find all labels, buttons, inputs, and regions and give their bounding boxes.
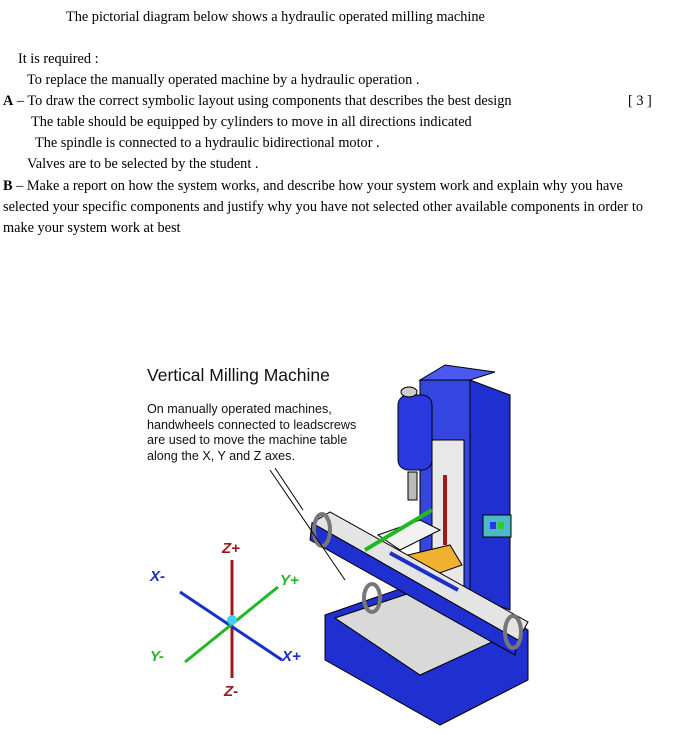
part-a-text: – To draw the correct symbolic layout using components that describes the best design (13, 93, 512, 109)
part-b-label: B (3, 178, 13, 194)
diagram-description: along the X, Y and Z axes. (147, 449, 295, 463)
control-button (490, 522, 496, 529)
z-plus-label: Z+ (222, 540, 240, 557)
cutter (408, 472, 417, 500)
diagram-description: are used to move the machine table (147, 433, 348, 447)
machine-column (470, 380, 510, 610)
x-minus-label: X- (150, 568, 165, 585)
y-plus-label: Y+ (280, 572, 299, 589)
column-top (420, 365, 495, 380)
axes-origin (227, 615, 237, 625)
objective-text: To replace the manually operated machine by a hydraulic operation . (27, 72, 420, 88)
part-a-marks: [ 3 ] (628, 93, 652, 109)
spindle-cap (401, 387, 417, 397)
part-a-point: Valves are to be selected by the student . (27, 156, 259, 172)
part-a-point: The table should be equipped by cylinders to move in all directions indicated (31, 114, 472, 130)
control-box (483, 515, 511, 537)
diagram-description: On manually operated machines, (147, 402, 332, 416)
diagram-title: Vertical Milling Machine (147, 365, 330, 385)
part-b-text: selected your specific components and justify why you have not selected other available components in order to (3, 199, 643, 215)
z-minus-label: Z- (224, 683, 239, 700)
control-button (498, 522, 504, 529)
required-heading: It is required : (18, 51, 99, 67)
x-plus-label: X+ (282, 648, 301, 665)
part-a-label: A (3, 93, 14, 109)
callout-line (275, 468, 303, 510)
intro-text: The pictorial diagram below shows a hydraulic operated milling machine (66, 9, 485, 25)
part-a-point: The spindle is connected to a hydraulic bidirectional motor . (35, 135, 380, 151)
y-minus-label: Y- (150, 648, 164, 665)
diagram-description: handwheels connected to leadscrews (147, 418, 357, 432)
part-b-text: make your system work at best (3, 220, 181, 236)
spindle-head (398, 395, 432, 470)
part-b-text: – Make a report on how the system works, and describe how your system work and explain why you have (12, 178, 623, 194)
